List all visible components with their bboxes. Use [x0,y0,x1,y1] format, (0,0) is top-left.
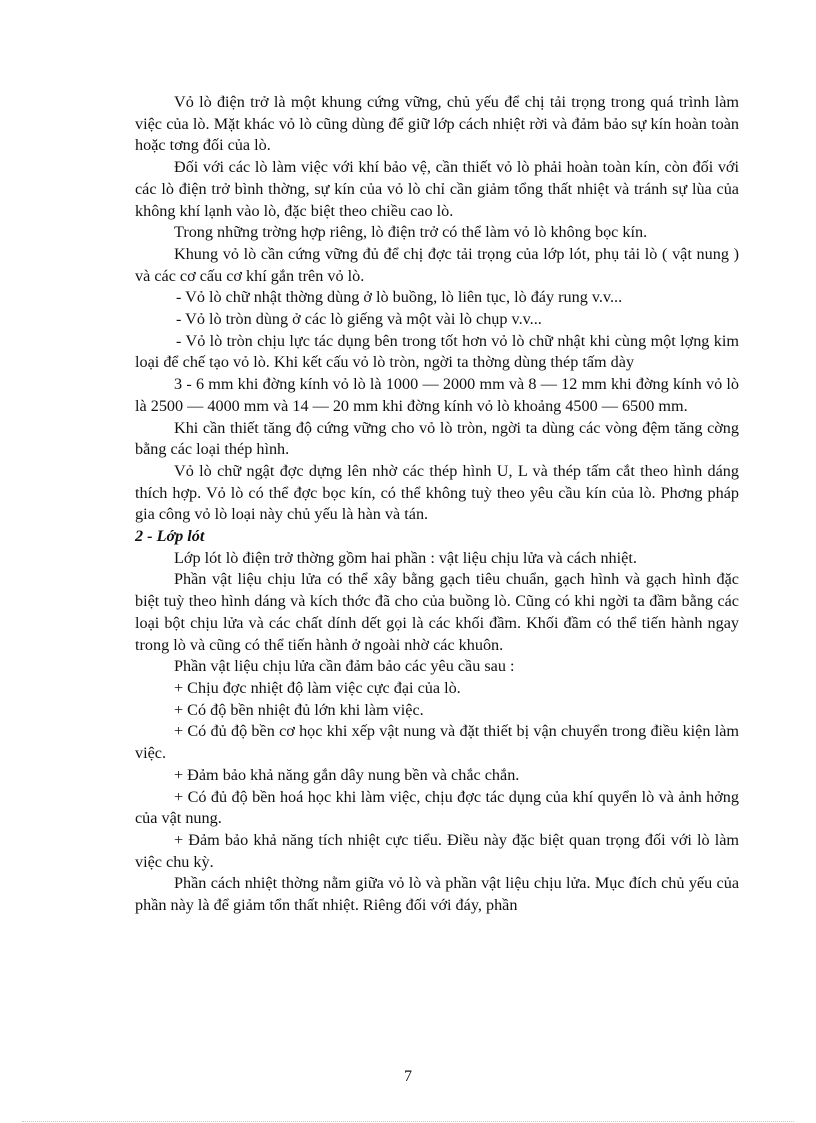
list-item: + Đảm bảo khả năng gắn dây nung bền và chắc chắn. [174,765,520,784]
paragraph: Khi cần thiết tăng độ cứng vững cho vỏ lò tròn, ngời ta dùng các vòng đệm tăng cờng bằng các loại thép hình. [135,418,739,459]
paragraph: Phần vật liệu chịu lửa cần đảm bảo các yêu cầu sau : [174,657,515,676]
section-heading: 2 - Lớp lót [135,527,205,546]
paragraph: Phần cách nhiệt thờng nằm giữa vỏ lò và phần vật liệu chịu lửa. Mục đích chủ yếu của phần này là để giảm tổn thất nhiệt. Riêng đối với đáy, phần [135,874,739,915]
list-item: - Vỏ lò tròn dùng ở các lò giếng và một vài lò chụp v.v... [176,310,542,329]
list-item: - Vỏ lò tròn chịu lực tác dụng bên trong tốt hơn vỏ lò chữ nhật khi cùng một lợng kim loại để chế tạo vỏ lò. Khi kết cấu vỏ lò tròn, ngời ta thờng dùng thép tấm dày [135,331,739,372]
paragraph: Vỏ lò chữ ngật đợc dựng lên nhờ các thép hình U, L và thép tấm cắt theo hình dáng thích hợp. Vỏ lò có thể đợc bọc kín, có thể không tuỳ theo yêu cầu kín của lò. Phơng pháp gia công vỏ lò loại này chủ yếu là hàn và tán. [135,461,739,524]
paragraph: Phần vật liệu chịu lửa có thể xây bằng gạch tiêu chuẩn, gạch hình và gạch hình đặc biệt tuỳ theo hình dáng và kích thớc đã cho của buồng lò. Cũng có khi ngời ta đầm bằng các loại bột chịu lửa và các chất dính dết gọi là các khối đầm. Khối đầm có thể tiến hành ngay trong lò và cũng có thể tiến hành ở ngoài nhờ các khuôn. [135,570,739,654]
page-bottom-rule [22,1121,794,1122]
paragraph: Đối với các lò làm việc với khí bảo vệ, cần thiết vỏ lò phải hoàn toàn kín, còn đối với các lò điện trở bình thờng, sự kín của vỏ lò chỉ cần giảm tổng thất nhiệt và tránh sự lùa của không khí lạnh vào lò, đặc biệt theo chiều cao lò. [135,158,739,220]
page-number: 7 [404,1068,412,1085]
paragraph: Khung vỏ lò cần cứng vững đủ để chị đợc tải trọng của lớp lót, phụ tải lò ( vật nung ) và các cơ cấu cơ khí gắn trên vỏ lò. [135,244,739,285]
list-item: + Chịu đợc nhiệt độ làm việc cực đại của lò. [174,678,461,697]
list-item: + Có độ bền nhiệt đủ lớn khi làm việc. [174,700,424,719]
paragraph: Trong những trờng hợp riêng, lò điện trở có thể làm vỏ lò không bọc kín. [174,223,648,242]
list-item: + Đảm bảo khả năng tích nhiệt cực tiểu. Điều này đặc biệt quan trọng đối với lò làm việc chu kỳ. [135,830,739,871]
paragraph: Lớp lót lò điện trở thờng gồm hai phần : vật liệu chịu lửa và cách nhiệt. [174,548,637,567]
list-item: - Vỏ lò chữ nhật thờng dùng ở lò buồng, lò liên tục, lò đáy rung v.v... [176,288,623,307]
paragraph: Vỏ lò điện trở là một khung cứng vững, chủ yếu để chị tải trọng trong quá trình làm việc của lò. Mặt khác vỏ lò cũng dùng để giữ lớp cách nhiệt rời và đảm bảo sự kín hoàn toàn hoặc tơng đối của lò. [135,93,739,155]
paragraph: 3 - 6 mm khi đờng kính vỏ lò là 1000 — 2000 mm và 8 — 12 mm khi đờng kính vỏ lò là 2500 — 4000 mm và 14 — 20 mm khi đờng kính vỏ lò khoảng 4500 — 6500 mm. [135,375,739,415]
list-item: + Có đủ độ bền hoá học khi làm việc, chịu đợc tác dụng của khí quyển lò và ảnh hởng của vật nung. [135,787,739,828]
list-item: + Có đủ độ bền cơ học khi xếp vật nung và đặt thiết bị vận chuyển trong điều kiện làm việc. [135,722,739,763]
page-body [135,92,739,917]
